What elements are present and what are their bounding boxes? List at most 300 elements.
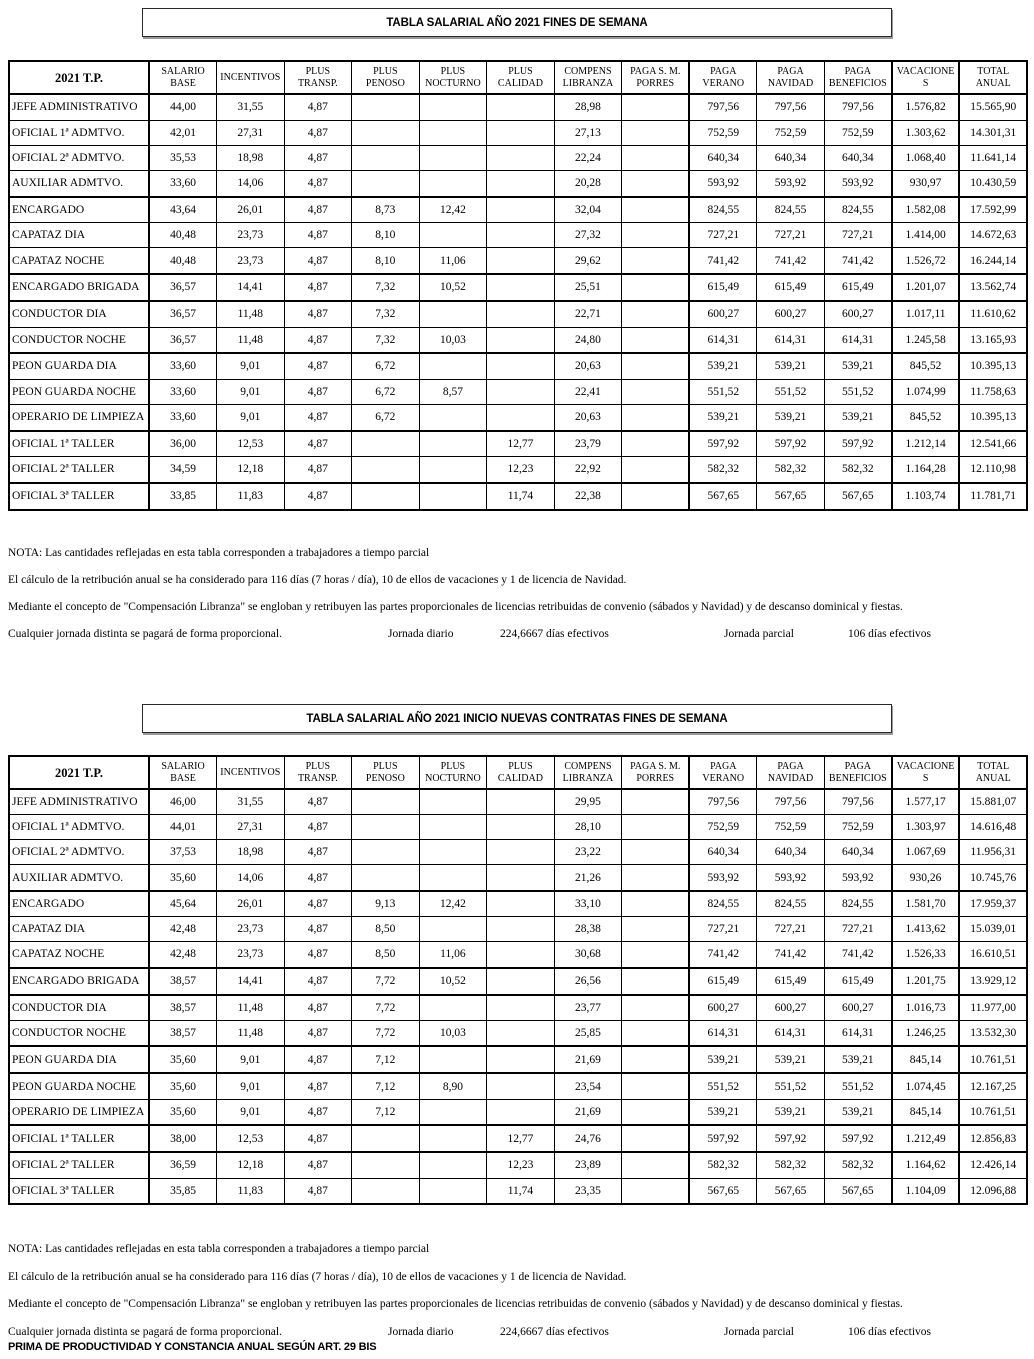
row-label: CONDUCTOR DIA	[9, 995, 149, 1021]
table-cell: 640,34	[757, 840, 825, 865]
table-cell: 12,42	[419, 197, 487, 223]
column-header: PAGA NAVIDAD	[757, 756, 825, 789]
column-header: PLUS TRANSP.	[284, 61, 352, 94]
table-cell: 36,57	[149, 274, 217, 301]
table-cell: 741,42	[824, 248, 892, 274]
prima-productividad-line: PRIMA DE PRODUCTIVIDAD Y CONSTANCIA ANUAL SEGÚN ART. 29 BIS	[8, 1341, 377, 1353]
row-label: CONDUCTOR NOCHE	[9, 327, 149, 353]
table-cell: 44,01	[149, 815, 217, 840]
table-cell: 845,52	[892, 353, 960, 379]
table-cell: 4,87	[284, 968, 352, 995]
table-cell: 27,31	[217, 120, 285, 145]
table-cell: 4,87	[284, 431, 352, 457]
table-cell: 17.592,99	[959, 197, 1027, 223]
table-cell: 28,10	[554, 815, 622, 840]
table-cell: 1.201,07	[892, 274, 960, 301]
table-cell: 12.096,88	[959, 1178, 1027, 1204]
note-line: El cálculo de la retribución anual se ha considerado para 116 días (7 horas / día), 10 de ellos de vacaciones y 1 de licencia de Navidad.	[8, 574, 627, 586]
salary-table-weekend	[8, 60, 1028, 511]
table-cell: 11,74	[487, 483, 555, 510]
table-cell	[352, 145, 420, 170]
table-cell: 23,79	[554, 431, 622, 457]
table-cell	[622, 327, 690, 353]
row-label: ENCARGADO	[9, 197, 149, 223]
table-cell: 4,87	[284, 248, 352, 274]
table-cell: 42,48	[149, 917, 217, 942]
table-cell: 12,53	[217, 1125, 285, 1152]
table-cell	[487, 301, 555, 327]
table-cell: 551,52	[824, 379, 892, 404]
table-cell: 25,51	[554, 274, 622, 301]
table-cell: 4,87	[284, 995, 352, 1021]
table-cell: 741,42	[824, 942, 892, 968]
column-header: INCENTIVOS	[217, 61, 285, 94]
table-cell: 15.881,07	[959, 789, 1027, 815]
table-cell: 539,21	[689, 1046, 757, 1073]
table-cell: 11.781,71	[959, 483, 1027, 510]
table-cell	[487, 1073, 555, 1099]
table-row	[9, 120, 1027, 145]
table-cell: 797,56	[689, 789, 757, 815]
table-cell: 7,72	[352, 995, 420, 1021]
row-label: PEON GUARDA DIA	[9, 353, 149, 379]
table-cell	[487, 327, 555, 353]
column-header: PAGA S. M. PORRES	[622, 756, 690, 789]
table-row	[9, 274, 1027, 301]
table-cell: 582,32	[824, 457, 892, 483]
row-label: CAPATAZ DIA	[9, 223, 149, 248]
table-row	[9, 431, 1027, 457]
table-cell: 1.245,58	[892, 327, 960, 353]
table-cell: 1.582,08	[892, 197, 960, 223]
table-cell	[419, 431, 487, 457]
column-header: PLUS NOCTURNO	[419, 756, 487, 789]
row-label: PEON GUARDA NOCHE	[9, 379, 149, 404]
table-cell: 4,87	[284, 94, 352, 120]
table-cell: 727,21	[824, 917, 892, 942]
row-label: OFICIAL 2ª TALLER	[9, 457, 149, 483]
table-cell: 6,72	[352, 404, 420, 430]
table-cell: 551,52	[824, 1073, 892, 1099]
table-cell: 600,27	[757, 995, 825, 1021]
table-cell: 7,72	[352, 968, 420, 995]
table-cell	[352, 483, 420, 510]
table-cell	[487, 94, 555, 120]
table-cell	[622, 431, 690, 457]
table-cell: 727,21	[689, 917, 757, 942]
table-cell: 12,18	[217, 457, 285, 483]
table-cell: 4,87	[284, 274, 352, 301]
table-cell: 752,59	[824, 815, 892, 840]
table-cell: 42,01	[149, 120, 217, 145]
table-cell: 567,65	[757, 1178, 825, 1204]
table-cell: 615,49	[824, 968, 892, 995]
jornada-parcial-label: Jornada parcial	[724, 1325, 794, 1338]
table-cell	[352, 840, 420, 865]
table-cell: 4,87	[284, 1020, 352, 1046]
table-cell: 551,52	[757, 1073, 825, 1099]
table2-title: TABLA SALARIAL AÑO 2021 INICIO NUEVAS CONTRATAS FINES DE SEMANA	[306, 712, 728, 725]
table-cell: 4,87	[284, 301, 352, 327]
table-cell: 7,12	[352, 1099, 420, 1125]
table-row	[9, 840, 1027, 865]
table-cell	[487, 145, 555, 170]
table-row	[9, 94, 1027, 120]
table-cell: 597,92	[824, 431, 892, 457]
table-cell: 614,31	[757, 327, 825, 353]
table-cell: 4,87	[284, 942, 352, 968]
table-cell	[419, 1099, 487, 1125]
table-cell: 38,57	[149, 995, 217, 1021]
table-cell	[487, 789, 555, 815]
table-cell: 797,56	[824, 94, 892, 120]
table-cell: 752,59	[689, 120, 757, 145]
table-cell	[352, 120, 420, 145]
salary-table-new-contracts	[8, 755, 1028, 1205]
table-cell	[487, 197, 555, 223]
table-cell: 593,92	[824, 170, 892, 196]
table-cell: 35,53	[149, 145, 217, 170]
table-cell: 727,21	[689, 223, 757, 248]
table-cell: 1.017,11	[892, 301, 960, 327]
table-cell: 4,87	[284, 145, 352, 170]
table-cell: 43,64	[149, 197, 217, 223]
table-cell: 582,32	[689, 1152, 757, 1178]
table-cell	[622, 223, 690, 248]
table-cell: 597,92	[689, 431, 757, 457]
table-row	[9, 1152, 1027, 1178]
table-cell	[622, 170, 690, 196]
table-cell: 23,73	[217, 942, 285, 968]
table-cell	[622, 1178, 690, 1204]
table-cell: 4,87	[284, 483, 352, 510]
table-cell: 752,59	[824, 120, 892, 145]
table-cell: 614,31	[689, 327, 757, 353]
table-cell	[419, 1125, 487, 1152]
table-cell: 11.758,63	[959, 379, 1027, 404]
table-cell: 12,77	[487, 431, 555, 457]
table-cell: 1.577,17	[892, 789, 960, 815]
table-cell: 4,87	[284, 1152, 352, 1178]
table-cell: 15.039,01	[959, 917, 1027, 942]
table-cell	[487, 223, 555, 248]
table-cell: 6,72	[352, 379, 420, 404]
table-cell: 567,65	[757, 483, 825, 510]
column-header: PAGA VERANO	[689, 61, 757, 94]
table-cell: 10,03	[419, 1020, 487, 1046]
row-label: JEFE ADMINISTRATIVO	[9, 789, 149, 815]
table-cell: 44,00	[149, 94, 217, 120]
table-cell: 539,21	[824, 353, 892, 379]
table-cell: 752,59	[757, 120, 825, 145]
row-label: OFICIAL 2ª TALLER	[9, 1152, 149, 1178]
table-cell	[622, 815, 690, 840]
table-row	[9, 145, 1027, 170]
table-cell: 845,14	[892, 1099, 960, 1125]
table-cell: 14,06	[217, 865, 285, 891]
table-cell	[622, 353, 690, 379]
table-cell: 14.616,48	[959, 815, 1027, 840]
table-cell	[622, 145, 690, 170]
table-cell	[419, 840, 487, 865]
table-cell: 31,55	[217, 789, 285, 815]
table-cell: 600,27	[689, 301, 757, 327]
table-cell	[622, 483, 690, 510]
jornada-diario-value: 224,6667 días efectivos	[500, 628, 609, 640]
table-cell: 1.414,00	[892, 223, 960, 248]
table-cell: 7,32	[352, 327, 420, 353]
table-cell: 1.103,74	[892, 483, 960, 510]
table-cell: 640,34	[757, 145, 825, 170]
table-cell	[487, 942, 555, 968]
table-cell: 727,21	[757, 917, 825, 942]
table-cell: 615,49	[689, 968, 757, 995]
table-cell	[622, 942, 690, 968]
table-cell	[487, 891, 555, 917]
jornada-text: Cualquier jornada distinta se pagará de forma proporcional.	[8, 1325, 282, 1338]
table-cell	[622, 891, 690, 917]
table-cell: 4,87	[284, 404, 352, 430]
table-row	[9, 223, 1027, 248]
table-cell: 640,34	[824, 145, 892, 170]
table-cell: 35,60	[149, 1046, 217, 1073]
table-cell: 11,48	[217, 327, 285, 353]
table-cell	[487, 1020, 555, 1046]
table-cell	[419, 815, 487, 840]
table-cell	[487, 170, 555, 196]
table-cell: 35,85	[149, 1178, 217, 1204]
note-line: Mediante el concepto de "Compensación Libranza" se engloban y retribuyen las partes proporcionales de licencias retribuidas de convenio (sábados y Navidad) y de descanso dominical y fiestas.	[8, 1298, 903, 1310]
table-cell	[352, 1125, 420, 1152]
notes-block-2	[8, 1236, 1026, 1346]
table-cell: 539,21	[824, 404, 892, 430]
table1-title: TABLA SALARIAL AÑO 2021 FINES DE SEMANA	[386, 16, 648, 29]
table-cell: 600,27	[824, 995, 892, 1021]
table-cell: 741,42	[757, 942, 825, 968]
table-cell: 1.303,62	[892, 120, 960, 145]
table-cell: 37,53	[149, 840, 217, 865]
row-label: CONDUCTOR DIA	[9, 301, 149, 327]
table-cell: 539,21	[824, 1099, 892, 1125]
table-cell: 27,13	[554, 120, 622, 145]
row-label: OFICIAL 1ª ADMTVO.	[9, 815, 149, 840]
table-cell	[622, 197, 690, 223]
notes-block-1	[8, 540, 1026, 648]
table-cell: 567,65	[824, 1178, 892, 1204]
table-cell: 13.532,30	[959, 1020, 1027, 1046]
table-cell: 824,55	[689, 197, 757, 223]
table-cell: 551,52	[757, 379, 825, 404]
table-cell	[419, 353, 487, 379]
table-cell: 4,87	[284, 170, 352, 196]
table-cell	[622, 1073, 690, 1099]
table-cell: 1.201,75	[892, 968, 960, 995]
row-label: OFICIAL 1ª ADMTVO.	[9, 120, 149, 145]
table-cell: 582,32	[824, 1152, 892, 1178]
table-cell: 824,55	[757, 891, 825, 917]
table-cell: 36,00	[149, 431, 217, 457]
table-cell: 824,55	[824, 197, 892, 223]
jornada-parcial-label: Jornada parcial	[724, 628, 794, 640]
table-cell: 593,92	[757, 170, 825, 196]
table-cell: 4,87	[284, 223, 352, 248]
table-cell: 20,63	[554, 404, 622, 430]
table-cell: 38,57	[149, 1020, 217, 1046]
table-row	[9, 457, 1027, 483]
table-cell: 23,89	[554, 1152, 622, 1178]
table-cell: 593,92	[689, 865, 757, 891]
table-cell: 4,87	[284, 917, 352, 942]
table-cell: 12.856,83	[959, 1125, 1027, 1152]
table-cell: 741,42	[689, 248, 757, 274]
row-label: OFICIAL 1ª TALLER	[9, 431, 149, 457]
table-cell	[419, 917, 487, 942]
table-row	[9, 1073, 1027, 1099]
table-cell: 10,52	[419, 968, 487, 995]
table-cell	[352, 865, 420, 891]
table-cell	[419, 1178, 487, 1204]
table-cell: 615,49	[757, 968, 825, 995]
table-cell: 4,87	[284, 840, 352, 865]
table-cell: 35,60	[149, 1099, 217, 1125]
table-cell: 6,72	[352, 353, 420, 379]
table-cell: 593,92	[689, 170, 757, 196]
table-cell: 4,87	[284, 197, 352, 223]
table-cell	[487, 917, 555, 942]
table-cell: 11,48	[217, 995, 285, 1021]
table-cell: 11,83	[217, 483, 285, 510]
table-cell: 8,57	[419, 379, 487, 404]
table-cell: 4,87	[284, 1178, 352, 1204]
table-cell: 8,50	[352, 942, 420, 968]
table-cell: 8,10	[352, 248, 420, 274]
table-cell: 23,22	[554, 840, 622, 865]
table-cell: 10.761,51	[959, 1046, 1027, 1073]
table-cell: 11.956,31	[959, 840, 1027, 865]
note-line: Mediante el concepto de "Compensación Libranza" se engloban y retribuyen las partes proporcionales de licencias retribuidas de convenio (sábados y Navidad) y de descanso dominical y fiestas.	[8, 601, 903, 613]
table-cell	[487, 404, 555, 430]
table-cell: 1.576,82	[892, 94, 960, 120]
table-cell: 727,21	[824, 223, 892, 248]
column-header: PLUS PENOSO	[352, 61, 420, 94]
table-cell: 597,92	[824, 1125, 892, 1152]
table-cell	[622, 917, 690, 942]
table-cell: 597,92	[689, 1125, 757, 1152]
column-header: PLUS NOCTURNO	[419, 61, 487, 94]
table-cell: 27,32	[554, 223, 622, 248]
table-cell: 752,59	[689, 815, 757, 840]
table-cell: 1.068,40	[892, 145, 960, 170]
table-cell: 539,21	[757, 353, 825, 379]
table-cell	[419, 94, 487, 120]
table-cell: 12.426,14	[959, 1152, 1027, 1178]
table-row	[9, 404, 1027, 430]
table-cell	[419, 457, 487, 483]
table-cell: 8,10	[352, 223, 420, 248]
table-cell: 32,04	[554, 197, 622, 223]
table-cell: 597,92	[757, 431, 825, 457]
table-cell: 10.395,13	[959, 404, 1027, 430]
table-cell: 9,01	[217, 1046, 285, 1073]
table-row	[9, 301, 1027, 327]
row-label: JEFE ADMINISTRATIVO	[9, 94, 149, 120]
table-cell	[419, 483, 487, 510]
table-cell: 845,14	[892, 1046, 960, 1073]
table-cell: 582,32	[757, 1152, 825, 1178]
table-cell: 26,56	[554, 968, 622, 995]
table-cell: 824,55	[689, 891, 757, 917]
table-cell: 741,42	[757, 248, 825, 274]
row-label: CAPATAZ DIA	[9, 917, 149, 942]
note-line: NOTA: Las cantidades reflejadas en esta tabla corresponden a trabajadores a tiempo parcial	[8, 1243, 430, 1255]
column-header: PAGA NAVIDAD	[757, 61, 825, 94]
table-cell	[352, 457, 420, 483]
table-cell: 797,56	[757, 94, 825, 120]
table-cell: 11,74	[487, 1178, 555, 1204]
table-cell: 12.110,98	[959, 457, 1027, 483]
table-cell: 615,49	[689, 274, 757, 301]
table-cell: 10,03	[419, 327, 487, 353]
table-cell: 13.165,93	[959, 327, 1027, 353]
table-cell: 23,73	[217, 248, 285, 274]
table-row	[9, 1020, 1027, 1046]
table-cell	[419, 120, 487, 145]
column-header: PLUS PENOSO	[352, 756, 420, 789]
table-cell	[622, 995, 690, 1021]
table-cell: 1.413,62	[892, 917, 960, 942]
table-cell: 7,12	[352, 1073, 420, 1099]
column-header: TOTAL ANUAL	[959, 61, 1027, 94]
table-cell: 640,34	[824, 840, 892, 865]
table-cell	[487, 1046, 555, 1073]
table-cell: 1.016,73	[892, 995, 960, 1021]
table-cell: 1.164,28	[892, 457, 960, 483]
table-cell: 38,57	[149, 968, 217, 995]
table-cell: 11,06	[419, 942, 487, 968]
table-cell	[419, 301, 487, 327]
table-cell: 567,65	[689, 483, 757, 510]
table-row	[9, 865, 1027, 891]
table-cell: 4,87	[284, 815, 352, 840]
table-cell: 11.641,14	[959, 145, 1027, 170]
table-cell: 13.929,12	[959, 968, 1027, 995]
table-cell: 22,41	[554, 379, 622, 404]
table-cell	[622, 840, 690, 865]
table-cell: 600,27	[689, 995, 757, 1021]
table-cell: 14.301,31	[959, 120, 1027, 145]
table-cell: 7,12	[352, 1046, 420, 1073]
table-row	[9, 917, 1027, 942]
table-cell: 4,87	[284, 1125, 352, 1152]
jornada-diario-value: 224,6667 días efectivos	[500, 1325, 609, 1338]
table-cell	[622, 1152, 690, 1178]
table-cell	[352, 94, 420, 120]
table-cell: 9,01	[217, 379, 285, 404]
table-cell: 1.074,45	[892, 1073, 960, 1099]
table-row	[9, 327, 1027, 353]
table-cell: 14,41	[217, 274, 285, 301]
row-label: ENCARGADO	[9, 891, 149, 917]
table-cell: 593,92	[824, 865, 892, 891]
table-cell: 33,60	[149, 353, 217, 379]
header-row	[9, 61, 1027, 94]
table-cell: 36,57	[149, 327, 217, 353]
column-header: COMPENS LIBRANZA	[554, 756, 622, 789]
table-cell: 16.244,14	[959, 248, 1027, 274]
table-cell: 615,49	[757, 274, 825, 301]
table-cell: 9,01	[217, 1099, 285, 1125]
table-cell: 10.745,76	[959, 865, 1027, 891]
